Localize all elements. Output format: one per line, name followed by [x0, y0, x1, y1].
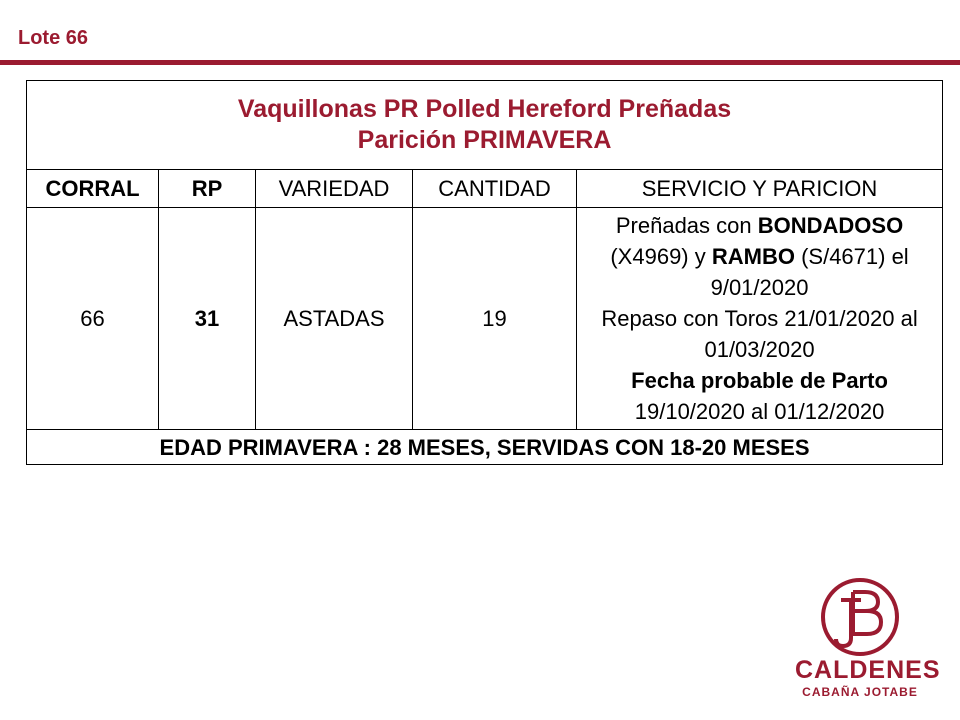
table-row	[27, 208, 943, 430]
header-divider	[0, 60, 960, 65]
servicio-fecha-range: 19/10/2020 al 01/12/2020	[634, 399, 885, 424]
servicio-text-2: (X4969) y	[610, 244, 712, 269]
table-header-row	[27, 170, 943, 208]
column-header-servicio: SERVICIO Y PARICION	[577, 170, 943, 208]
cell-rp: 31	[159, 208, 256, 430]
table-title-line2: Parición PRIMAVERA	[357, 126, 612, 154]
brand-name: CALDENES	[795, 656, 941, 684]
cell-servicio	[577, 208, 943, 430]
cell-cantidad: 19	[413, 208, 577, 430]
cell-variedad: ASTADAS	[256, 208, 413, 430]
column-header-cantidad: CANTIDAD	[413, 170, 577, 208]
servicio-text-1: Preñadas con	[615, 213, 758, 238]
cell-corral: 66	[27, 208, 159, 430]
table-title-line1: Vaquillonas PR Polled Hereford Preñadas	[237, 95, 732, 123]
lot-table	[26, 80, 943, 465]
servicio-repaso: Repaso con Toros 21/01/2020 al 01/03/2020	[601, 306, 918, 362]
servicio-text-3: (S/4671) el 9/01/2020	[710, 244, 909, 300]
column-header-variedad: VARIEDAD	[256, 170, 413, 208]
lote-label: Lote 66	[18, 27, 89, 49]
table-footer: EDAD PRIMAVERA : 28 MESES, SERVIDAS CON 18-20 MESES	[27, 430, 943, 465]
column-header-corral: CORRAL	[27, 170, 159, 208]
servicio-service-text	[577, 210, 942, 303]
servicio-fecha-label: Fecha probable de Parto	[631, 368, 888, 393]
column-header-rp: RP	[159, 170, 256, 208]
servicio-bull-2: RAMBO	[711, 244, 795, 269]
table-title	[27, 81, 943, 170]
brand-subtitle: CABAÑA JOTABE	[802, 685, 918, 699]
servicio-bull-1: BONDADOSO	[757, 213, 904, 238]
